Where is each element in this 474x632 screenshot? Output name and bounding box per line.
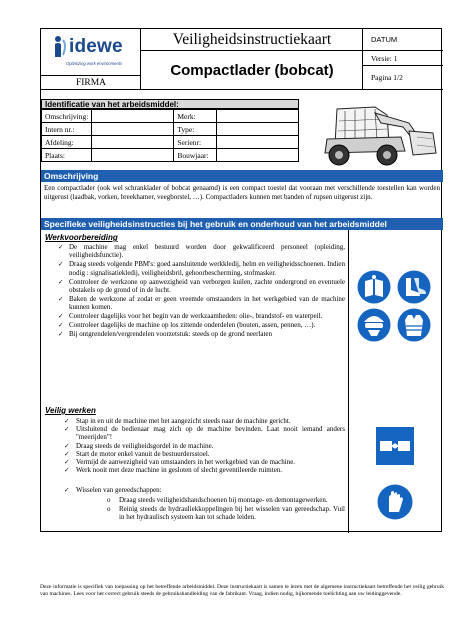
intern-nr-label: Intern nr.:: [42, 123, 92, 136]
instructions-body: [41, 230, 443, 533]
type-label: Type:: [174, 123, 216, 136]
veilig-werken-list: [41, 417, 349, 474]
afdeling-label: Afdeling:: [42, 136, 92, 149]
list-item: ✓ Bij ontgrendelen/vergrendelen voorzetstuk: steeds op de grond neerlaten: [41, 330, 349, 338]
list-item: ✓ Baken de werkzone af zodat er geen vreemde omstaanders in het werkgebied van de machine kunnen komen.: [41, 295, 349, 312]
footer-note: Deze informatie is specifiek van toepassing op het betreffende arbeidsmiddel. Deze instructiekaart is samen te lezen met de algemene instructiekaart betreffende het veilig gebruik van machines. Lees voor het correct gebruik steeds de gebruikshandleiding van de fabrikant. Vraag, indien nodig, bijkomende toelichting aan uw leidinggevende.: [40, 584, 444, 597]
card-header: [41, 29, 443, 90]
list-item: ✓ Start de motor enkel vanuit de bestuurdersstoel.: [41, 450, 349, 458]
versie-label: Versie: 1: [363, 51, 443, 66]
instructions-text-column: [41, 230, 349, 533]
list-item: ✓ Uitsluitend de bedienaar mag zich op de machine bevinden. Laat nooit iemand anders "meerijden"!: [41, 425, 349, 441]
company-logo: [49, 35, 139, 69]
manual-icon: [357, 270, 391, 304]
afdeling-field[interactable]: [92, 136, 174, 149]
pictogram-column: [349, 230, 443, 533]
hydraulic-coupling-icon: [375, 426, 415, 466]
logo-text: idewe: [69, 36, 123, 57]
pagina-label: Pagina 1/2: [371, 73, 403, 82]
bouwjaar-label: Bouwjaar:: [174, 149, 216, 162]
werkvoorbereiding-list: [41, 243, 349, 339]
list-item: ✓ Controleer de werkzone op aanwezigheid van verborgen kuilen, zachte ondergrond en eventuele obstakels op de grond of in de lucht.: [41, 278, 349, 295]
list-item: ✓ Stap in en uit de machine met het aangezicht steeds naar de machine gericht.: [41, 417, 349, 425]
meta-cell: [363, 29, 443, 90]
identification-table: [41, 109, 299, 162]
list-item: ✓ Controleer dagelijks de machine op los zittende onderdelen (bouten, assen, pennen, …).: [41, 321, 349, 329]
veilig-werken-heading: Veilig werken: [45, 406, 96, 415]
merk-label: Merk:: [174, 110, 216, 123]
list-item: ✓ Vermijd de aanwezigheid van omstaanders in het werkgebied van de machine.: [41, 458, 349, 466]
list-item: ✓ Draag steeds volgende PBM's: goed aansluitende werkkledij, helm en veiligheidsschoenen. Indien nodig : signalisatiekledij, veiligheidsbril, gehoorbescherming, stofmasker.: [41, 260, 349, 277]
list-item: ✓ Controleer dagelijks voor het begin van de werkzaamheden: olie-, brandstof- en waterpeil.: [41, 312, 349, 320]
list-item: ✓ Draag steeds de veiligheidsgordel in de machine.: [41, 442, 349, 450]
datum-label: DATUM: [363, 29, 443, 51]
title-cell: [141, 29, 363, 90]
bouwjaar-field[interactable]: [216, 149, 298, 162]
card-subtitle: Compactlader (bobcat): [170, 62, 334, 79]
plaats-label: Plaats:: [42, 149, 92, 162]
plaats-field[interactable]: [92, 149, 174, 162]
safety-shoes-icon: [397, 270, 431, 304]
wisselen-list: [41, 486, 349, 495]
intern-nr-field[interactable]: [92, 123, 174, 136]
firma-label: FIRMA: [41, 75, 141, 90]
table-row: [42, 110, 299, 123]
table-row: [42, 123, 299, 136]
list-item: o Draag steeds veiligheidshandschoenen bij montage- en demontagewerken.: [41, 496, 349, 504]
mask-goggles-helmet-icon: [357, 308, 391, 342]
omschrijving-label: Omschrijving:: [42, 110, 92, 123]
logo-cell: [41, 29, 141, 90]
specifiek-heading: Specifieke veiligheidsinstructies bij het gebruik en onderhoud van het arbeidsmiddel: [41, 218, 443, 230]
logo-tagline: Optimizing work environments: [65, 61, 123, 66]
wisselen-label: ✓ Wisselen van gereedschappen:: [41, 486, 349, 494]
omschrijving-field[interactable]: [92, 110, 174, 123]
list-item: ✓ De machine mag enkel bestuurd worden door gekwalificeerd personeel (opleiding, veiligheidsfunctie).: [41, 243, 349, 260]
card-title: Veiligheidsinstructiekaart: [141, 29, 363, 51]
serienr-label: Serienr:: [174, 136, 216, 149]
omschrijving-text: Een compactlader (ook wel schranklader of bobcat genaamd) is een compact toestel dat vooraan met verschillende toestellen kan worden uitgerust (laadbak, vorken, breekhamer, veegborstel, …). Compactladers kunnen met banden of rupsen uitgerust zijn.: [44, 184, 440, 201]
table-row: [42, 149, 299, 162]
merk-field[interactable]: [216, 110, 298, 123]
omschrijving-heading: Omschrijving: [41, 170, 443, 182]
serienr-field[interactable]: [216, 136, 298, 149]
list-item: o Reinig steeds de hydrauliekkoppelingen bij het wisselen van gereedschap. Vuil in het hydraulisch systeem kan tot schade leiden.: [41, 505, 349, 521]
table-row: [42, 136, 299, 149]
wisselen-sublist: [41, 496, 349, 522]
logo-mark-icon: [51, 35, 69, 59]
type-field[interactable]: [216, 123, 298, 136]
instruction-card: [40, 28, 442, 532]
werkvoorbereiding-heading: Werkvoorbereiding: [45, 233, 118, 242]
bobcat-illustration: [305, 101, 439, 167]
vest-icon: [397, 308, 431, 342]
gloves-icon: [377, 484, 413, 520]
identification-heading: Identificatie van het arbeidsmiddel:: [41, 99, 299, 109]
list-item: ✓ Werk nooit met deze machine in gesloten of slecht geventileerde ruimten.: [41, 466, 349, 474]
